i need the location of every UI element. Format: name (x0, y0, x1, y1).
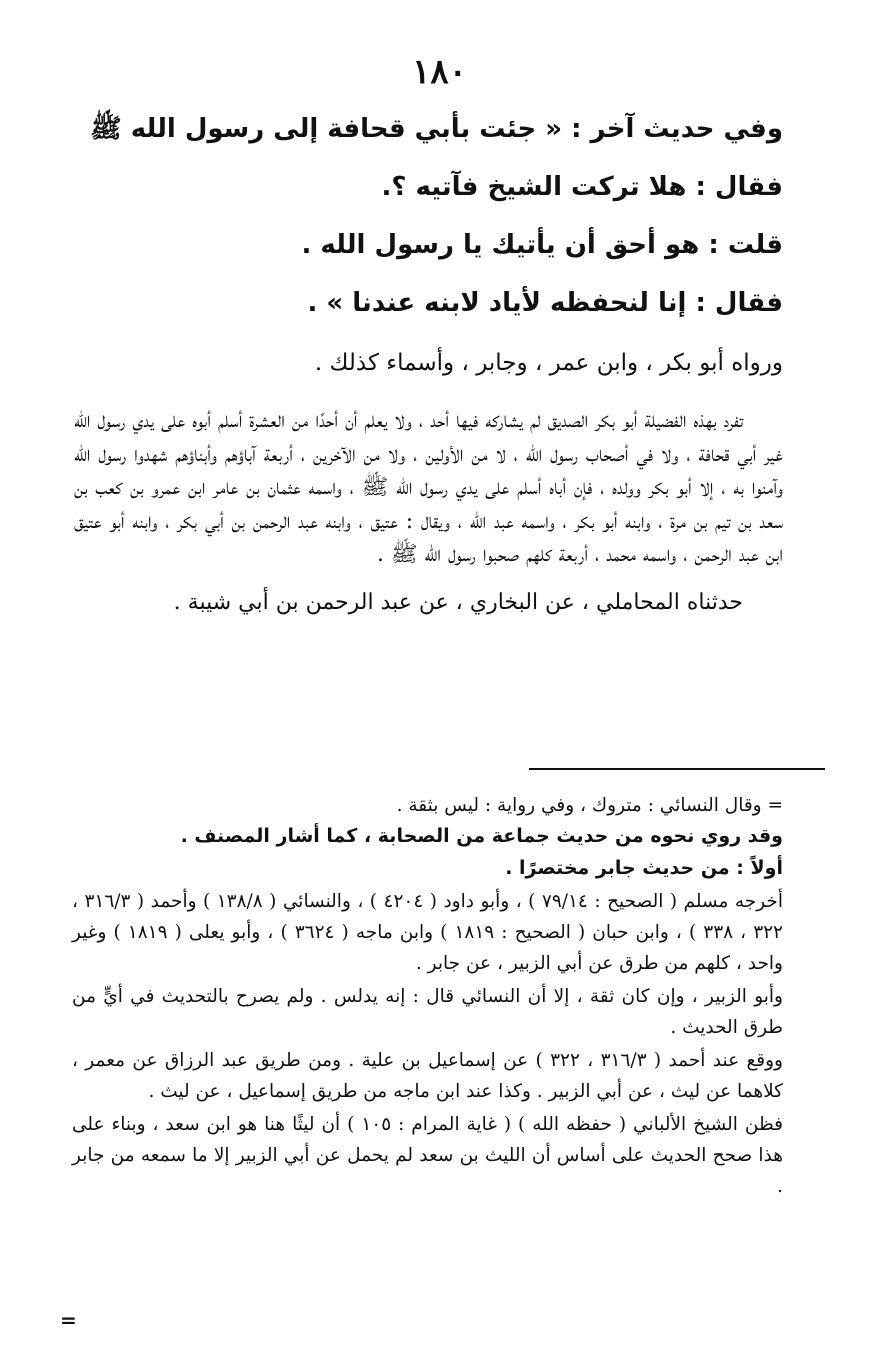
footnote-bold-line-2: أولاً : من حديث جابر مختصرًا . (505, 857, 783, 879)
continuation-mark: = (60, 1308, 77, 1332)
chain-paragraph: حدثناه المحاملي ، عن البخاري ، عن عبد الرحمن بن أبي شيبة . (173, 589, 743, 615)
footnote-paragraph-1: أخرجه مسلم ( الصحيح : ٧٩/١٤ ) ، وأبو داود ( ٤٢٠٤ ) ، والنسائي ( ١٣٨/٨ ) وأحمد ( ٣١٦/٣ ، ٣٢٢ ، ٣٣٨ ) ، وابن حبان ( الصحيح : ١٨١٩ ) وابن ماجه ( ٣٦٢٤ ) ، وأبو يعلى ( ١٨١٩ ) وغير واحد ، كلهم من طرق عن أبي الزبير ، عن جابر . (72, 891, 783, 974)
footnote-paragraph-4: فظن الشيخ الألباني ( حفظه الله ) ( غاية المرام : ١٠٥ ) أن ليثًا هنا هو ابن سعد ، وبناء على هذا صحح الحديث على أساس أن الليث بن سعد لم يحمل عن أبي الزبير إلا ما سمعه من جابر . (72, 1114, 783, 1197)
hadith-line-1: وفي حديث آخر : « جئت بأبي قحافة إلى رسول الله ﷺ (90, 114, 783, 144)
footnote-paragraph-2: وأبو الزبير ، وإن كان ثقة ، إلا أن النسائي قال : إنه يدلس . ولم يصرح بالتحديث في أيٍّ من طرق الحديث . (72, 986, 783, 1038)
footnote-divider (529, 768, 825, 770)
hadith-line-2: فقال : هلا تركت الشيخ فآتيه ؟. (381, 172, 783, 202)
hadith-line-4: فقال : إنا لنحفظه لأياد لابنه عندنا » . (307, 288, 783, 318)
footnote-bold-line-1: وقد روي نحوه من حديث جماعة من الصحابة ، كما أشار المصنف . (180, 825, 783, 847)
hadith-line-3: قلت : هو أحق أن يأتيك يا رسول الله . (301, 230, 783, 260)
main-text (74, 100, 783, 620)
body-paragraph: تفرد بهذه الفضيلة أبو بكر الصديق لم يشاركه فيها أحد ، ولا يعلم أن أحدًا من العشرة أسلم أبوه على يدي رسول الله غير أبي قحافة ، ولا في أصحاب رسول الله ، لا من الأولين ، ولا من الآخرين ، أربعة آباؤهم وأبناؤهم شهدوا رسول الله وآمنوا به ، إلا أبو بكر وولده ، فإن أباه أسلم على يدي رسول الله ﷺ ، واسمه عثمان بن عامر ابن عمرو بن كعب بن سعد بن تيم بن مرة ، وابنه أبو بكر ، واسمه عبد الله ، ويقال : عتيق ، وابنه عبد الرحمن بن أبي بكر ، وابنه أبو عتيق ابن عبد الرحمن ، واسمه محمد ، أربعة كلهم صحبوا رسول الله ﷺ . (74, 408, 783, 568)
page-number: ١٨٠ (412, 52, 467, 92)
footnotes (72, 792, 783, 1202)
narrators-line: ورواه أبو بكر ، وابن عمر ، وجابر ، وأسماء كذلك . (314, 350, 783, 376)
footnote-paragraph-3: ووقع عند أحمد ( ٣١٦/٣ ، ٣٢٢ ) عن إسماعيل بن علية . ومن طريق عبد الرزاق عن معمر ، كلاهما عن ليث ، عن أبي الزبير . وكذا عند ابن ماجه من طريق إسماعيل ، عن ليث . (72, 1050, 783, 1102)
footnote-first-line: = وقال النسائي : متروك ، وفي رواية : ليس بثقة . (396, 795, 783, 816)
